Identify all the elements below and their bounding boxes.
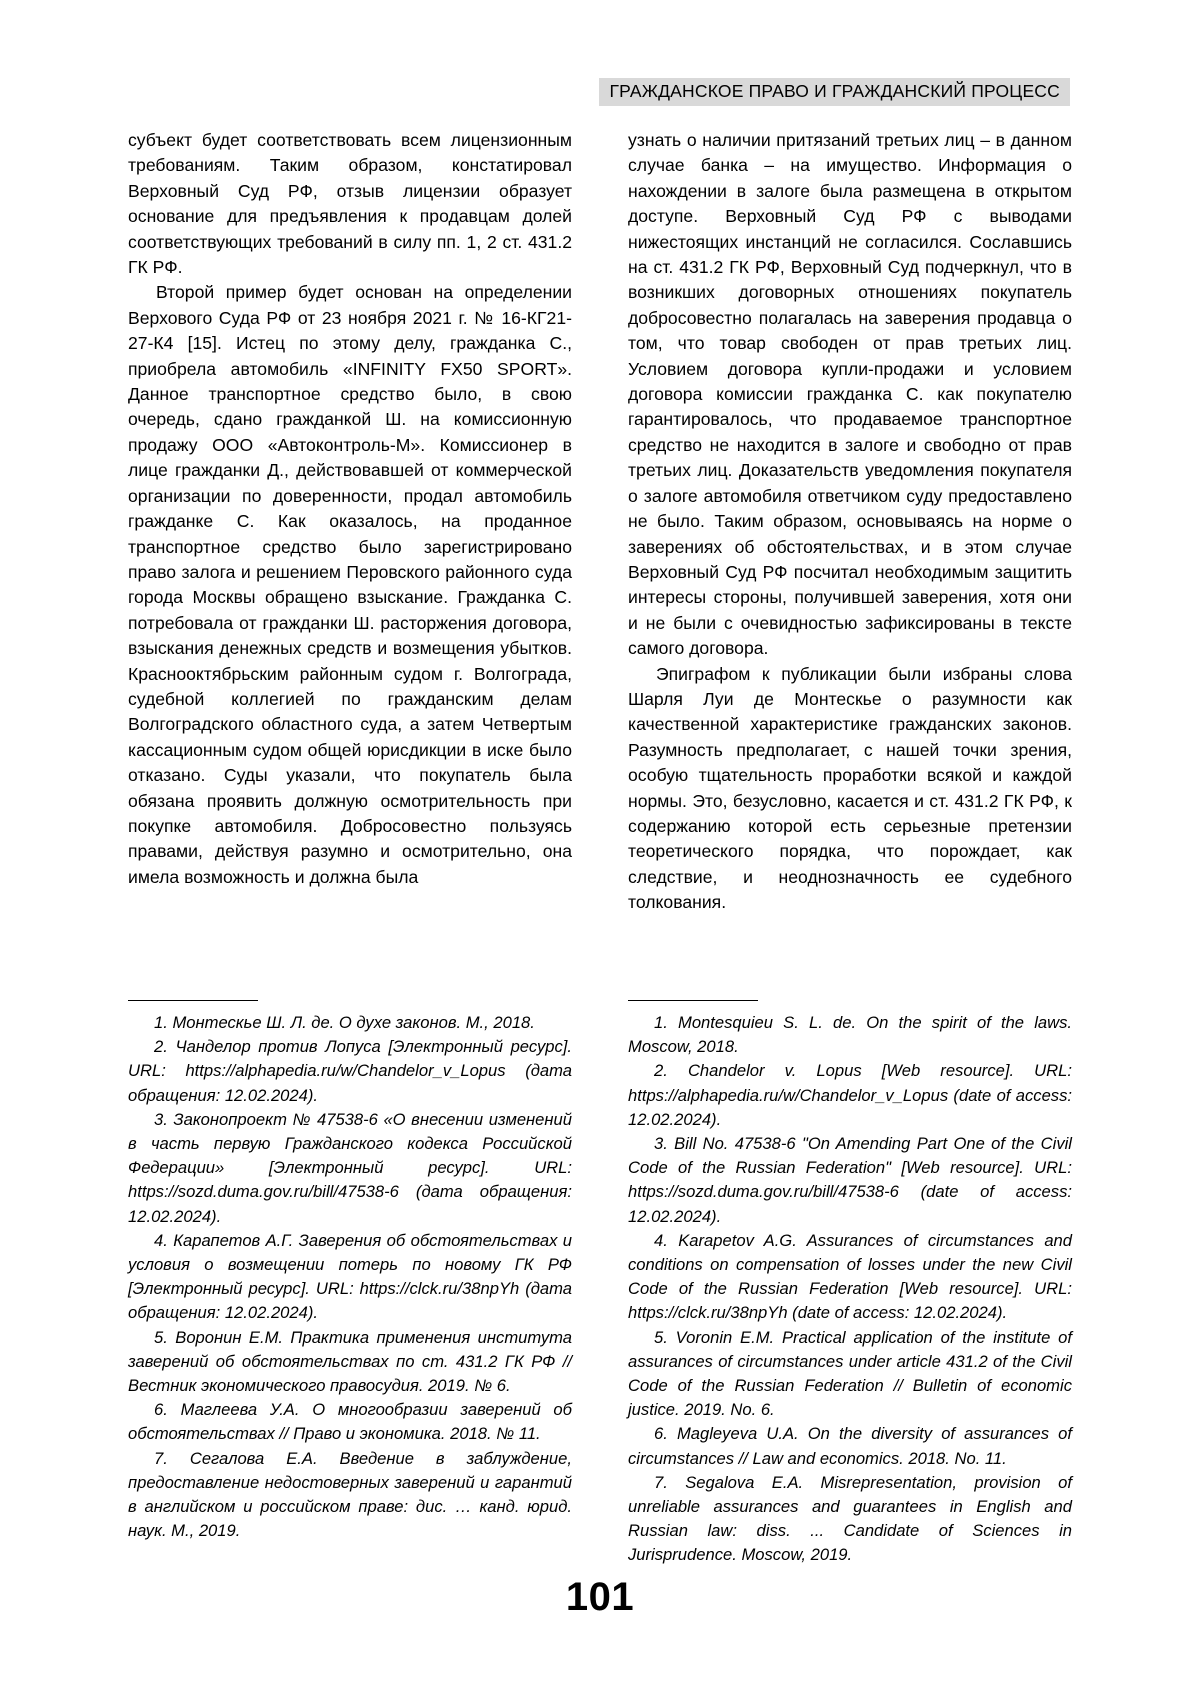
reference-item: 4. Карапетов А.Г. Заверения об обстоятельствах и условия о возмещении потерь по новому ГК РФ [Электронный ресурс]. URL: https://clck.ru/38npYh (дата обращения: 12.02.2024).	[128, 1230, 572, 1323]
reference-item: 5. Воронин Е.М. Практика применения института заверений об обстоятельствах по ст. 431.2 ГК РФ // Вестник экономического правосудия. 2019. № 6.	[128, 1327, 572, 1396]
paragraph: узнать о наличии притязаний третьих лиц – в данном случае банка – на имущество. Информация о нахождении в залоге была размещена в открытом доступе. Верховный Суд РФ с выводами нижестоящих инстанций не согласился. Сославшись на ст. 431.2 ГК РФ, Верховный Суд подчеркнул, что в возникших договорных отношениях покупатель добросовестно полагалась на заверения продавца о том, что товар свободен от прав третьих лиц. Условием договора купли-продажи и условием договора комиссии гражданка С. как покупателю гарантировалось, что продаваемое транспортное средство не находится в залоге и свободно от прав третьих лиц. Доказательств уведомления покупателя о залоге автомобиля ответчиком суду предоставлено не было. Таким образом, основываясь на норме о заверениях об обстоятельствах, и в этом случае Верховный Суд РФ посчитал необходимым защитить интересы стороны, получившей заверения, хотя они и не были с очевидностью зафиксированы в тексте самого договора.	[628, 130, 1072, 659]
body-column-left	[128, 128, 572, 916]
running-head: ГРАЖДАНСКОЕ ПРАВО И ГРАЖДАНСКИЙ ПРОЦЕСС	[599, 78, 1070, 106]
reference-item: 2. Чанделор против Лопуса [Электронный ресурс]. URL: https://alphapedia.ru/w/Chandelor_v_Lopus (дата обращения: 12.02.2024).	[128, 1037, 572, 1105]
footnote-rule	[628, 1000, 758, 1001]
references-section	[128, 1000, 1072, 1568]
reference-item: 3. Bill No. 47538-6 "On Amending Part One of the Civil Code of the Russian Federation" [Web resource]. URL: https://sozd.duma.gov.ru/bill/47538-6 (date of access: 12.02.2024).	[628, 1134, 1072, 1226]
reference-item: 2. Chandelor v. Lopus [Web resource]. URL: https://alphapedia.ru/w/Chandelor_v_Lopus (date of access: 12.02.2024).	[628, 1061, 1072, 1129]
reference-item: 6. Magleyeva U.A. On the diversity of assurances of circumstances // Law and economics. 2018. No. 11.	[628, 1424, 1072, 1468]
references-column-english	[628, 1000, 1072, 1568]
body-column-right	[628, 128, 1072, 916]
paragraph: Второй пример будет основан на определении Верхового Суда РФ от 23 ноября 2021 г. № 16-КГ21-27-К4 [15]. Истец по этому делу, гражданка С., приобрела автомобиль «INFINITY FX50 SPORT». Данное транспортное средство было, в свою очередь, сдано гражданкой Ш. на комиссионную продажу ООО «Автоконтроль-М». Комиссионер в лице гражданки Д., действовавшей от коммерческой организации по доверенности, продал автомобиль гражданке С. Как оказалось, на проданное транспортное средство было зарегистрировано право залога и решением Перовского районного суда города Москвы обращено взыскание. Гражданка С. потребовала от гражданки Ш. расторжения договора, взыскания денежных средств и возмещения убытков. Краснооктябрьским районным судом г. Волгограда, судебной коллегией по гражданским делам Волгоградского областного суда, а затем Четвертым кассационным судом общей юрисдикции в иске было отказано. Суды указали, что покупатель была обязана проявить должную осмотрительность при покупке автомобиля. Добросовестно пользуясь правами, действуя разумно и осмотрительно, она имела возможность и должна была	[128, 282, 572, 887]
reference-item: 4. Karapetov A.G. Assurances of circumstances and conditions on compensation of losses under the new Civil Code of the Russian Federation [Web resource]. URL: https://clck.ru/38npYh (date of access: 12.02.2024).	[628, 1230, 1072, 1323]
references-column-russian	[128, 1000, 572, 1568]
reference-item: 6. Маглеева У.А. О многообразии заверений об обстоятельствах // Право и экономика. 2018. № 11.	[128, 1400, 572, 1444]
body-columns	[128, 128, 1072, 916]
paragraph: субъект будет соответствовать всем лицензионным требованиям. Таким образом, констатировал Верховный Суд РФ, отзыв лицензии образует основание для предъявления к продавцам долей соответствующих требований в силу пп. 1, 2 ст. 431.2 ГК РФ.	[128, 130, 572, 278]
reference-item: 7. Segalova E.A. Misrepresentation, provision of unreliable assurances and guarantees in English and Russian law: diss. ... Candidate of Sciences in Jurisprudence. Moscow, 2019.	[628, 1472, 1072, 1565]
reference-item: 5. Voronin E.M. Practical application of the institute of assurances of circumstances under article 431.2 of the Civil Code of the Russian Federation // Bulletin of economic justice. 2019. No. 6.	[628, 1327, 1072, 1420]
paragraph: Эпиграфом к публикации были избраны слова Шарля Луи де Монтескье о разумности как качественной характеристике гражданских законов. Разумность предполагает, с нашей точки зрения, особую тщательность проработки всякой и каждой нормы. Это, безусловно, касается и ст. 431.2 ГК РФ, к содержанию которой есть серьезные претензии теоретического порядка, что порождает, как следствие, и неоднозначность ее судебного толкования.	[628, 663, 1072, 913]
page-number: 101	[565, 1575, 635, 1619]
reference-item: 1. Монтескье Ш. Л. де. О духе законов. М., 2018.	[154, 1013, 535, 1032]
reference-item: 1. Montesquieu S. L. de. On the spirit of the laws. Moscow, 2018.	[628, 1013, 1072, 1057]
reference-item: 3. Законопроект № 47538-6 «О внесении изменений в часть первую Гражданского кодекса Российской Федерации» [Электронный ресурс]. URL: https://sozd.duma.gov.ru/bill/47538-6 (дата обращения: 12.02.2024).	[128, 1109, 572, 1226]
reference-item: 7. Сегалова Е.А. Введение в заблуждение, предоставление недостоверных заверений и гарантий в английском и российском праве: дис. … канд. юрид. наук. М., 2019.	[128, 1448, 572, 1541]
footnote-rule	[128, 1000, 258, 1001]
